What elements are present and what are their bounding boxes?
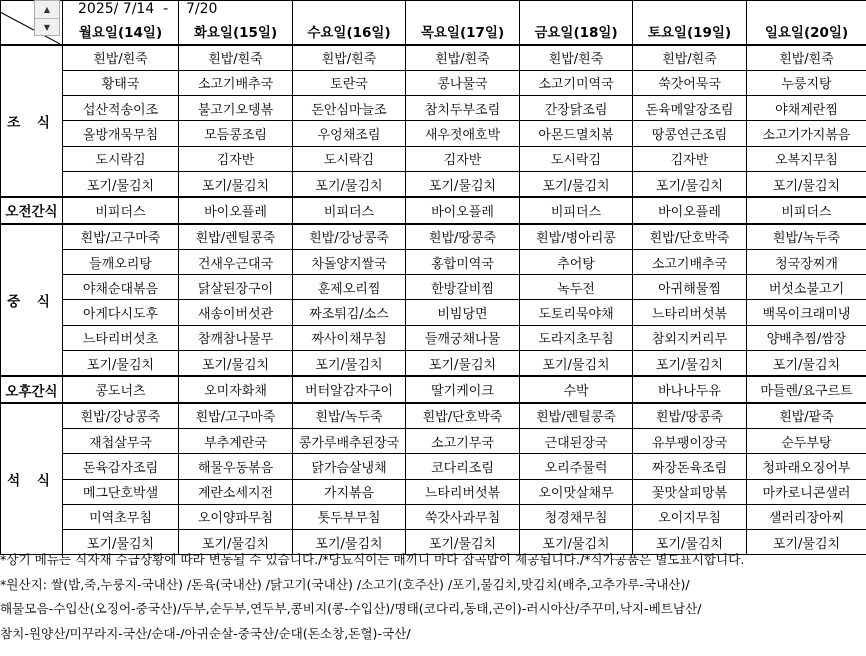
am-snack-row bbox=[1, 197, 866, 223]
lunch-row bbox=[1, 249, 866, 274]
am-snack-label: 오전간식 bbox=[1, 197, 63, 223]
menu-cell: 야채계란찜 bbox=[747, 96, 866, 121]
day-header: 화요일(15일) bbox=[179, 1, 293, 45]
menu-cell: 도시락김 bbox=[293, 146, 406, 171]
lunch-row bbox=[1, 224, 866, 250]
dinner-row bbox=[1, 479, 866, 504]
day-header: 수요일(16일) bbox=[293, 1, 406, 45]
menu-cell: 오이양파무침 bbox=[179, 504, 293, 529]
menu-cell: 아귀해물찜 bbox=[633, 275, 747, 300]
menu-cell: 흰밥/흰죽 bbox=[406, 45, 520, 71]
menu-cell: 포기/물김치 bbox=[293, 530, 406, 555]
menu-cell: 포기/물김치 bbox=[63, 530, 179, 555]
menu-cell: 콩나물국 bbox=[406, 70, 520, 95]
menu-cell: 샐러리장아찌 bbox=[747, 504, 866, 529]
menu-cell: 도토리묵야채 bbox=[520, 300, 633, 325]
menu-cell: 모듬콩조림 bbox=[179, 121, 293, 146]
menu-cell: 오복지무침 bbox=[747, 146, 866, 171]
menu-cell: 흰밥/땅콩죽 bbox=[406, 224, 520, 250]
menu-cell: 차돌양지쌀국 bbox=[293, 249, 406, 274]
menu-cell: 돈육메알장조림 bbox=[633, 96, 747, 121]
menu-cell: 백목이크래미냉 bbox=[747, 300, 866, 325]
menu-cell: 홍합미역국 bbox=[406, 249, 520, 274]
menu-cell: 불고기오뎅볶 bbox=[179, 96, 293, 121]
menu-cell: 새우젓애호박 bbox=[406, 121, 520, 146]
note-line: *원산지: 쌀(밥,죽,누룽지-국내산) /돈육(국내산) /닭고기(국내산) /소고기(호주산) /포기,물김치,맛김치(배추,고추가루-국내산)/ bbox=[0, 576, 690, 592]
menu-cell: 닭살된장구이 bbox=[179, 275, 293, 300]
menu-cell: 올방개묵무침 bbox=[63, 121, 179, 146]
menu-cell: 해물우동볶음 bbox=[179, 454, 293, 479]
menu-cell: 새송이버섯관 bbox=[179, 300, 293, 325]
breakfast-row bbox=[1, 70, 866, 95]
lunch-row bbox=[1, 325, 866, 350]
note-line: 참치-원양산/미꾸라지-국산/순대-/아귀순살-중국산/순대(돈소창,돈혈)-국산/ bbox=[0, 625, 411, 641]
breakfast-row bbox=[1, 146, 866, 171]
note-line: *상기 메뉴는 식자재 수급상황에 따라 변동될 수 있습니다./*당뇨식이는 매끼니 마다 잡곡밥이 제공됩니다./*식가공품은 별도표시합니다. bbox=[0, 552, 745, 567]
menu-cell: 흰밥/강낭콩죽 bbox=[293, 224, 406, 250]
menu-cell: 톳두부무침 bbox=[293, 504, 406, 529]
snack-cell: 바이오플레 bbox=[406, 197, 520, 223]
menu-cell: 추어탕 bbox=[520, 249, 633, 274]
menu-cell: 흰밥/흰죽 bbox=[520, 45, 633, 71]
menu-cell: 포기/물김치 bbox=[633, 351, 747, 377]
dinner-row bbox=[1, 454, 866, 479]
menu-cell: 흰밥/흰죽 bbox=[179, 45, 293, 71]
menu-cell: 포기/물김치 bbox=[633, 530, 747, 555]
menu-cell: 포기/물김치 bbox=[406, 171, 520, 197]
menu-cell: 청파래오징어부 bbox=[747, 454, 866, 479]
day-header: 토요일(19일) bbox=[633, 1, 747, 45]
menu-cell: 비빔당면 bbox=[406, 300, 520, 325]
menu-cell: 포기/물김치 bbox=[63, 351, 179, 377]
snack-cell: 바이오플레 bbox=[179, 197, 293, 223]
menu-cell: 토란국 bbox=[293, 70, 406, 95]
menu-cell: 포기/물김치 bbox=[520, 351, 633, 377]
menu-cell: 흰밥/흰죽 bbox=[747, 45, 866, 71]
snack-cell: 비피더스 bbox=[747, 197, 866, 223]
snack-cell: 마들렌/요구르트 bbox=[747, 376, 866, 402]
menu-cell: 포기/물김치 bbox=[293, 351, 406, 377]
menu-cell: 흰밥/강낭콩죽 bbox=[63, 403, 179, 429]
menu-cell: 흰밥/단호박죽 bbox=[406, 403, 520, 429]
menu-cell: 가지볶음 bbox=[293, 479, 406, 504]
spin-button[interactable] bbox=[34, 0, 60, 36]
menu-cell: 소고기가지볶음 bbox=[747, 121, 866, 146]
menu-cell: 짜장돈육조림 bbox=[633, 454, 747, 479]
snack-cell: 바나나두유 bbox=[633, 376, 747, 402]
lunch-row bbox=[1, 275, 866, 300]
menu-cell: 흰밥/병아리콩 bbox=[520, 224, 633, 250]
menu-cell: 포기/물김치 bbox=[406, 351, 520, 377]
menu-cell: 돈안심마늘조 bbox=[293, 96, 406, 121]
menu-cell: 흰밥/고구마죽 bbox=[63, 224, 179, 250]
breakfast-row bbox=[1, 45, 866, 71]
snack-cell: 버터알감자구이 bbox=[293, 376, 406, 402]
menu-cell: 소고기배추국 bbox=[633, 249, 747, 274]
dinner-row bbox=[1, 504, 866, 529]
day-header: 월요일(14일) bbox=[63, 1, 179, 45]
menu-cell: 흰밥/단호박죽 bbox=[633, 224, 747, 250]
dinner-row bbox=[1, 403, 866, 429]
menu-cell: 야채순대볶음 bbox=[63, 275, 179, 300]
menu-cell: 소고기무국 bbox=[406, 428, 520, 453]
menu-cell: 쑥갓사과무침 bbox=[406, 504, 520, 529]
menu-cell: 메그단호박샐 bbox=[63, 479, 179, 504]
menu-cell: 흰밥/흰죽 bbox=[633, 45, 747, 71]
menu-cell: 김자반 bbox=[406, 146, 520, 171]
dinner-label: 석 식 bbox=[1, 403, 63, 555]
snack-cell: 비피더스 bbox=[520, 197, 633, 223]
menu-cell: 흰밥/고구마죽 bbox=[179, 403, 293, 429]
snack-cell: 콩도너츠 bbox=[63, 376, 179, 402]
menu-cell: 양배추찜/쌈장 bbox=[747, 325, 866, 350]
menu-cell: 포기/물김치 bbox=[520, 171, 633, 197]
menu-cell: 포기/물김치 bbox=[63, 171, 179, 197]
menu-cell: 짜사이채무침 bbox=[293, 325, 406, 350]
menu-cell: 건새우근대국 bbox=[179, 249, 293, 274]
menu-cell: 콩가루배추된장국 bbox=[293, 428, 406, 453]
menu-cell: 포기/물김치 bbox=[633, 171, 747, 197]
menu-cell: 청국장찌개 bbox=[747, 249, 866, 274]
notes-section bbox=[0, 548, 866, 646]
menu-cell: 미역초무침 bbox=[63, 504, 179, 529]
menu-cell: 아게다시도후 bbox=[63, 300, 179, 325]
spin-down-icon[interactable]: ▼ bbox=[43, 23, 51, 32]
note-line: 해물모음-수입산(오징어-중국산)/두부,순두부,연두부,콩비지(콩-수입산)/명태(코다리,동태,곤이)-러시아산/주꾸미,낙지-베트남산/ bbox=[0, 601, 702, 616]
menu-cell: 참외지커리무 bbox=[633, 325, 747, 350]
menu-cell: 재첩살무국 bbox=[63, 428, 179, 453]
snack-cell: 비피더스 bbox=[293, 197, 406, 223]
menu-cell: 흰밥/흰죽 bbox=[63, 45, 179, 71]
menu-cell: 황태국 bbox=[63, 70, 179, 95]
menu-cell: 청경채무침 bbox=[520, 504, 633, 529]
menu-cell: 도시락김 bbox=[520, 146, 633, 171]
day-header: 일요일(20일) bbox=[747, 1, 866, 45]
menu-cell: 포기/물김치 bbox=[179, 171, 293, 197]
menu-cell: 버섯소불고기 bbox=[747, 275, 866, 300]
lunch-row bbox=[1, 351, 866, 377]
snack-cell: 바이오플레 bbox=[633, 197, 747, 223]
menu-cell: 코다리조림 bbox=[406, 454, 520, 479]
day-header: 목요일(17일) bbox=[406, 1, 520, 45]
menu-cell: 녹두전 bbox=[520, 275, 633, 300]
snack-cell: 딸기케이크 bbox=[406, 376, 520, 402]
menu-cell: 소고기배추국 bbox=[179, 70, 293, 95]
menu-cell: 돈육감자조림 bbox=[63, 454, 179, 479]
breakfast-row bbox=[1, 96, 866, 121]
menu-cell: 우엉채조림 bbox=[293, 121, 406, 146]
menu-cell: 느타리버섯초 bbox=[63, 325, 179, 350]
menu-cell: 땅콩연근조림 bbox=[633, 121, 747, 146]
snack-cell: 비피더스 bbox=[63, 197, 179, 223]
menu-cell: 흰밥/렌틸콩죽 bbox=[520, 403, 633, 429]
lunch-row bbox=[1, 300, 866, 325]
menu-cell: 포기/물김치 bbox=[406, 530, 520, 555]
menu-cell: 흰밥/렌틸콩죽 bbox=[179, 224, 293, 250]
menu-cell: 섭산적송이조 bbox=[63, 96, 179, 121]
menu-cell: 느타리버섯볶 bbox=[633, 300, 747, 325]
menu-cell: 들깨궁채나물 bbox=[406, 325, 520, 350]
pm-snack-label: 오후간식 bbox=[1, 376, 63, 402]
menu-cell: 포기/물김치 bbox=[747, 351, 866, 377]
spin-up-icon[interactable]: ▲ bbox=[35, 1, 59, 19]
breakfast-row bbox=[1, 121, 866, 146]
menu-cell: 포기/물김치 bbox=[747, 530, 866, 555]
menu-cell: 한방갈비찜 bbox=[406, 275, 520, 300]
breakfast-label: 조 식 bbox=[1, 45, 63, 198]
menu-cell: 참깨참나물무 bbox=[179, 325, 293, 350]
menu-cell: 김자반 bbox=[179, 146, 293, 171]
snack-cell: 오미자화채 bbox=[179, 376, 293, 402]
menu-cell: 유부팽이장국 bbox=[633, 428, 747, 453]
menu-cell: 꽃맛살피망볶 bbox=[633, 479, 747, 504]
breakfast-row bbox=[1, 171, 866, 197]
menu-cell: 포기/물김치 bbox=[293, 171, 406, 197]
menu-cell: 도시락김 bbox=[63, 146, 179, 171]
menu-cell: 마카로니콘샐러 bbox=[747, 479, 866, 504]
menu-cell: 흰밥/팥죽 bbox=[747, 403, 866, 429]
menu-cell: 흰밥/녹두죽 bbox=[747, 224, 866, 250]
menu-cell: 아몬드멸치볶 bbox=[520, 121, 633, 146]
snack-cell: 수박 bbox=[520, 376, 633, 402]
menu-cell: 오이맛살채무 bbox=[520, 479, 633, 504]
menu-cell: 포기/물김치 bbox=[520, 530, 633, 555]
menu-cell: 간장닭조림 bbox=[520, 96, 633, 121]
lunch-label: 중 식 bbox=[1, 224, 63, 377]
menu-cell: 느타리버섯볶 bbox=[406, 479, 520, 504]
menu-cell: 순두부탕 bbox=[747, 428, 866, 453]
menu-cell: 훈제오리찜 bbox=[293, 275, 406, 300]
menu-cell: 참치두부조림 bbox=[406, 96, 520, 121]
menu-cell: 계란소세지전 bbox=[179, 479, 293, 504]
menu-cell: 누룽지탕 bbox=[747, 70, 866, 95]
menu-cell: 닭가슴살냉채 bbox=[293, 454, 406, 479]
menu-cell: 부추계란국 bbox=[179, 428, 293, 453]
menu-cell: 흰밥/흰죽 bbox=[293, 45, 406, 71]
menu-cell: 흰밥/땅콩죽 bbox=[633, 403, 747, 429]
dinner-row bbox=[1, 428, 866, 453]
menu-cell: 포기/물김치 bbox=[747, 171, 866, 197]
menu-cell: 오이지무침 bbox=[633, 504, 747, 529]
menu-cell: 들깨오리탕 bbox=[63, 249, 179, 274]
menu-cell: 쑥갓어묵국 bbox=[633, 70, 747, 95]
menu-cell: 짜조튀김/소스 bbox=[293, 300, 406, 325]
menu-cell: 도라지초무침 bbox=[520, 325, 633, 350]
day-header: 금요일(18일) bbox=[520, 1, 633, 45]
menu-cell: 소고기미역국 bbox=[520, 70, 633, 95]
menu-cell: 오리주물럭 bbox=[520, 454, 633, 479]
menu-cell: 김자반 bbox=[633, 146, 747, 171]
menu-cell: 근대된장국 bbox=[520, 428, 633, 453]
menu-cell: 포기/물김치 bbox=[179, 351, 293, 377]
menu-period: 2025/ 7/14 - 7/20 bbox=[78, 1, 218, 17]
menu-cell: 포기/물김치 bbox=[179, 530, 293, 555]
menu-cell: 흰밥/녹두죽 bbox=[293, 403, 406, 429]
pm-snack-row bbox=[1, 376, 866, 402]
